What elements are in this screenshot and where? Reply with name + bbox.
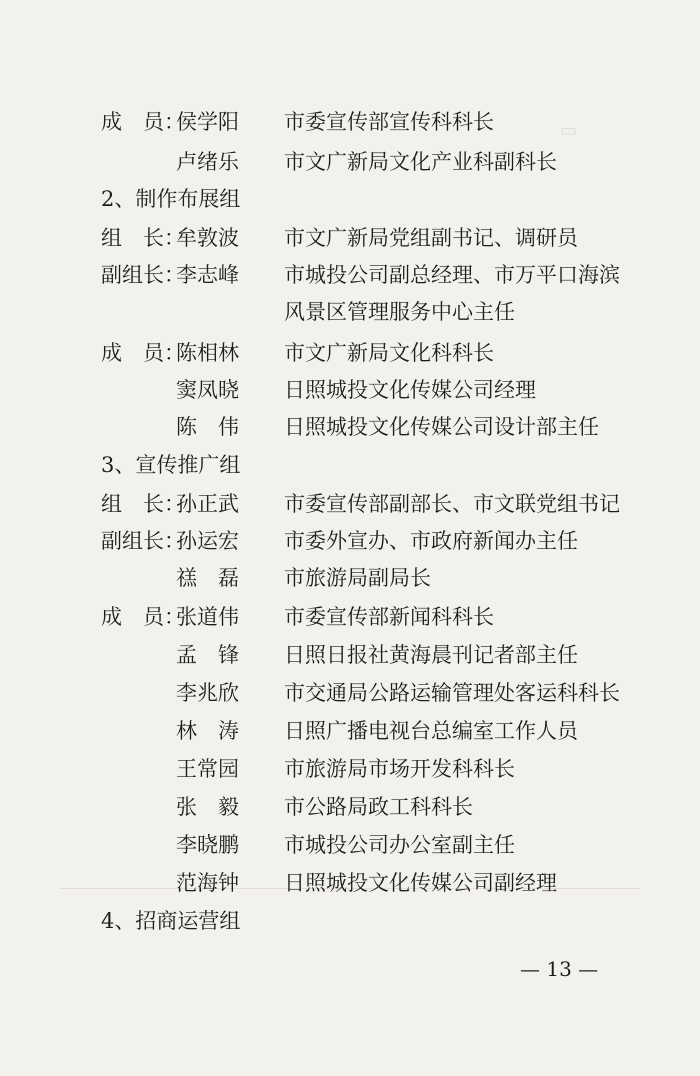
person-name: 张道伟 — [176, 605, 239, 629]
member-row — [0, 410, 700, 444]
person-name: 张 毅 — [176, 795, 239, 819]
person-name: 陈相林 — [176, 341, 239, 365]
person-name: 李晓鹏 — [176, 833, 239, 857]
role-label: 组 长： — [101, 492, 185, 516]
member-row — [0, 373, 700, 407]
bleed-through-mark: ▭ — [560, 120, 578, 141]
person-title: 市交通局公路运输管理处客运科科长 — [284, 681, 620, 705]
person-name: 孙运宏 — [176, 529, 239, 553]
page-number: — 13 — — [520, 957, 599, 981]
member-row — [0, 105, 700, 139]
member-row — [0, 752, 700, 786]
group-heading — [0, 182, 700, 216]
role-label: 副组长： — [101, 529, 185, 553]
person-title: 市文广新局文化产业科副科长 — [284, 150, 557, 174]
person-title: 市委宣传部副部长、市文联党组书记 — [284, 492, 620, 516]
member-row — [0, 487, 700, 521]
role-label: 成 员： — [101, 110, 185, 134]
person-name: 孙正武 — [176, 492, 239, 516]
role-label: 组 长： — [101, 226, 185, 250]
person-title: 市旅游局副局长 — [284, 566, 431, 590]
person-name: 孟 锋 — [176, 643, 239, 667]
group-heading — [0, 448, 700, 482]
person-name: 李志峰 — [176, 263, 239, 287]
person-name: 范海钟 — [176, 871, 239, 895]
person-name: 窦凤晓 — [176, 378, 239, 402]
person-title: 日照城投文化传媒公司副经理 — [284, 871, 557, 895]
person-title: 日照日报社黄海晨刊记者部主任 — [284, 643, 578, 667]
person-name: 林 涛 — [176, 719, 239, 743]
person-title: 市委宣传部新闻科科长 — [284, 605, 494, 629]
person-name: 卢绪乐 — [176, 150, 239, 174]
member-row — [0, 638, 700, 672]
person-title: 日照城投文化传媒公司经理 — [284, 378, 536, 402]
member-row — [0, 866, 700, 900]
person-name: 王常园 — [176, 757, 239, 781]
role-label: 副组长： — [101, 263, 185, 287]
member-row — [0, 790, 700, 824]
person-title: 市委外宣办、市政府新闻办主任 — [284, 529, 578, 553]
person-name: 牟敦波 — [176, 226, 239, 250]
person-name: 禚 磊 — [176, 566, 239, 590]
person-title: 日照城投文化传媒公司设计部主任 — [284, 415, 599, 439]
member-row — [0, 828, 700, 862]
person-title: 日照广播电视台总编室工作人员 — [284, 719, 578, 743]
group-heading — [0, 904, 700, 938]
member-row — [0, 258, 700, 292]
role-label: 成 员： — [101, 341, 185, 365]
member-row — [0, 295, 700, 329]
member-row — [0, 524, 700, 558]
member-row — [0, 600, 700, 634]
person-title: 市委宣传部宣传科科长 — [284, 110, 494, 134]
group-title: 4、招商运营组 — [101, 909, 241, 933]
group-title: 3、宣传推广组 — [101, 453, 241, 477]
person-name: 侯学阳 — [176, 110, 239, 134]
member-row — [0, 676, 700, 710]
person-name: 陈 伟 — [176, 415, 239, 439]
person-title: 市文广新局党组副书记、调研员 — [284, 226, 578, 250]
person-title: 市公路局政工科科长 — [284, 795, 473, 819]
person-title: 市城投公司办公室副主任 — [284, 833, 515, 857]
member-row — [0, 336, 700, 370]
member-row — [0, 714, 700, 748]
group-title: 2、制作布展组 — [101, 187, 241, 211]
role-label: 成 员： — [101, 605, 185, 629]
person-name: 李兆欣 — [176, 681, 239, 705]
person-title: 市文广新局文化科科长 — [284, 341, 494, 365]
person-title: 市旅游局市场开发科科长 — [284, 757, 515, 781]
member-row — [0, 561, 700, 595]
person-title: 风景区管理服务中心主任 — [284, 300, 515, 324]
member-row — [0, 221, 700, 255]
person-title: 市城投公司副总经理、市万平口海滨 — [284, 263, 620, 287]
member-row — [0, 145, 700, 179]
